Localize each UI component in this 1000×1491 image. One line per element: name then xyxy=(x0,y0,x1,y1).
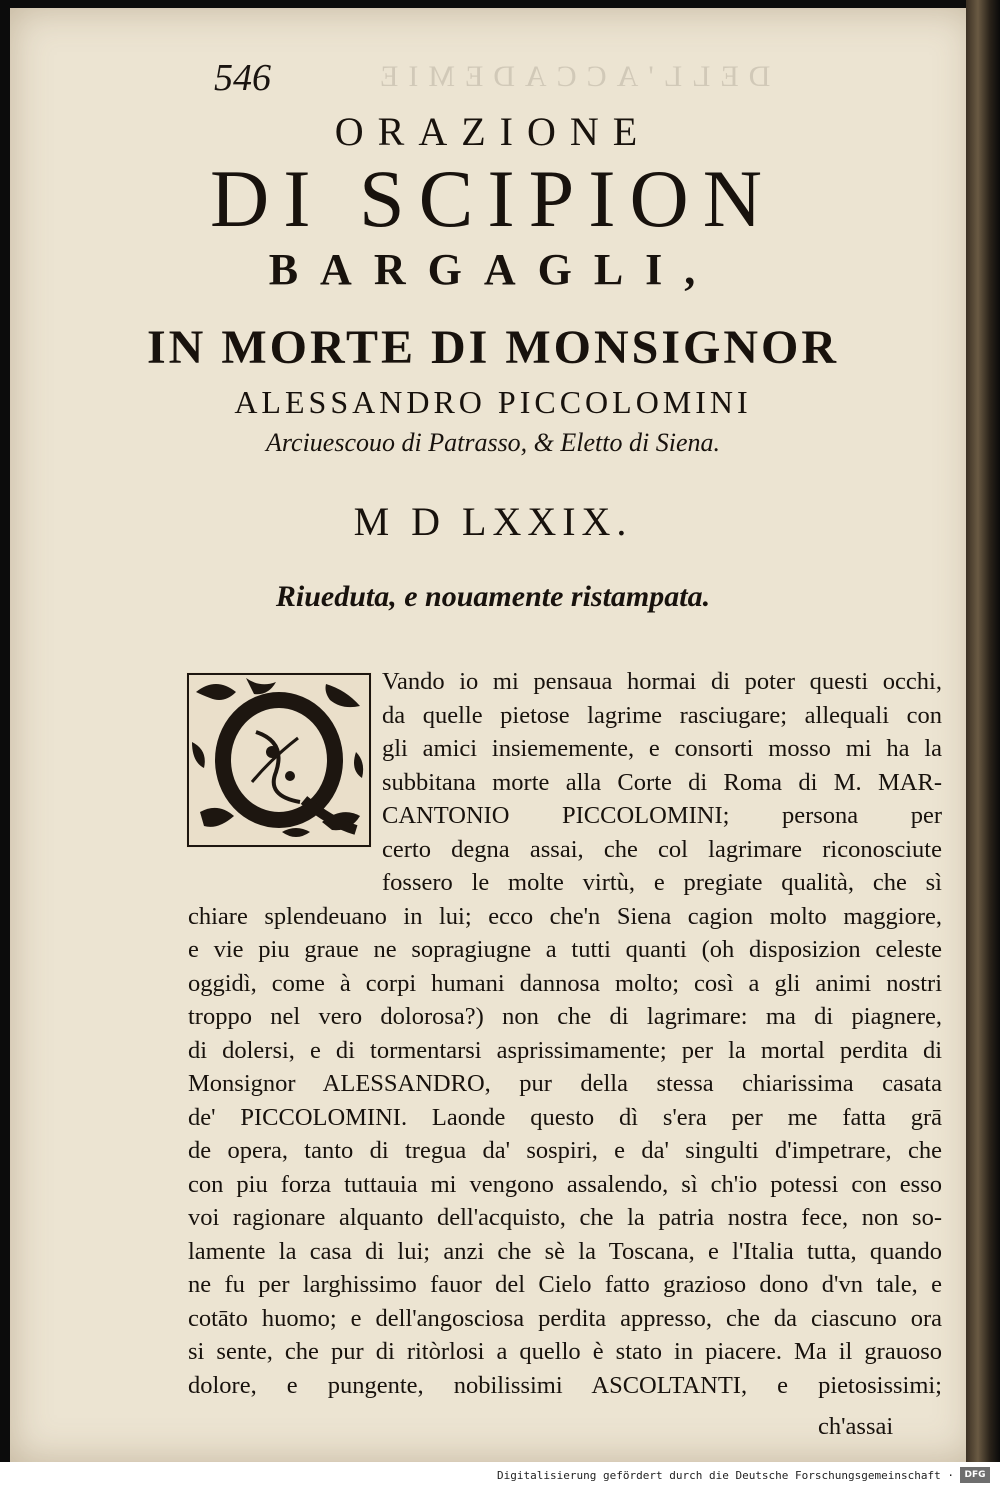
publication-year: M D LXXIX. xyxy=(353,499,633,544)
funding-credit: Digitalisierung gefördert durch die Deutsche Forschungsgemeinschaft · xyxy=(497,1469,954,1482)
body-line: de' PICCOLOMINI. Laonde questo dì s'era per me fatta grā xyxy=(188,1103,942,1131)
body-line: cotāto huomo; e dell'angosciosa perdita appresso, che da ciascuno ora xyxy=(188,1304,942,1332)
body-line: chiare splendeuano in lui; ecco che'n Siena cagion molto maggiore, xyxy=(188,902,942,930)
body-line: fossero le molte virtù, e pregiate qualità, che sì xyxy=(382,869,942,896)
body-line: da quelle pietose lagrime rasciugare; allequali con xyxy=(382,701,942,729)
body-line: Vando io mi pensaua hormai di poter questi occhi, xyxy=(382,668,942,695)
body-line: ne fu per larghissimo fauor del Cielo fatto grazioso dono d'vn tale, e xyxy=(188,1271,942,1298)
bleed-through-text: DELL'ACCADEMIE xyxy=(370,60,771,93)
body-line: di dolersi, e di tormentarsi asprissimamente; per la mortal perdita di xyxy=(188,1036,942,1064)
title-line-3: BARGAGLI, xyxy=(268,245,718,294)
decorated-initial-q-icon xyxy=(186,672,372,848)
body-line: de opera, tanto di tregua da' sospiri, e da' singulti d'impetrare, che xyxy=(188,1137,942,1164)
title-line-2: DI SCIPION xyxy=(210,153,776,244)
footer-bar xyxy=(0,1462,1000,1491)
body-line: subbitana morte alla Corte di Roma di M. MAR- xyxy=(382,768,942,796)
page-number: 546 xyxy=(214,57,271,99)
book-page xyxy=(10,8,976,1462)
body-line: e vie piu graue ne sopragiugne a tutti quanti (oh disposizion celeste xyxy=(188,936,942,963)
title-line-1: ORAZIONE xyxy=(334,109,652,154)
body-line: lamente la casa di lui; anzi che sè la Toscana, e l'Italia tutta, quando xyxy=(188,1237,942,1265)
body-line: oggidì, come à corpi humani dannosa molto; così a gli animi nostri xyxy=(188,969,942,997)
body-line: certo degna assai, che col lagrimare riconosciute xyxy=(382,835,942,863)
title-line-4: IN MORTE DI MONSIGNOR xyxy=(146,321,839,374)
decorated-initial-q xyxy=(186,672,372,848)
body-line: CANTONIO PICCOLOMINI; persona per xyxy=(382,802,942,829)
edition-note: Riueduta, e nouamente ristampata. xyxy=(275,580,711,613)
title-line-5: ALESSANDRO PICCOLOMINI xyxy=(234,384,752,420)
body-line: si sente, che pur di ritòrlosi a quello è stato in piacere. Ma il grauoso xyxy=(188,1338,942,1365)
book-edge xyxy=(966,0,1000,1462)
title-line-6: Arciuescouo di Patrasso, & Eletto di Siena. xyxy=(266,428,720,457)
catchword: ch'assai xyxy=(818,1413,894,1440)
dfg-logo: DFG xyxy=(960,1467,990,1483)
body-line: Monsignor ALESSANDRO, pur della stessa chiarissima casata xyxy=(188,1070,942,1097)
body-line: troppo nel vero dolorosa?) non che di lagrimare: ma di piagnere, xyxy=(188,1003,942,1030)
body-line: gli amici insiememente, e consorti mosso mi ha la xyxy=(382,735,942,762)
body-line: con piu forza tuttauia mi vengono assalendo, sì ch'io potessi con esso xyxy=(188,1170,942,1198)
body-line: voi ragionare alquanto dell'acquisto, che la patria nostra fece, non so- xyxy=(188,1204,942,1231)
body-line: dolore, e pungente, nobilissimi ASCOLTANTI, e pietosissimi; xyxy=(188,1371,942,1399)
